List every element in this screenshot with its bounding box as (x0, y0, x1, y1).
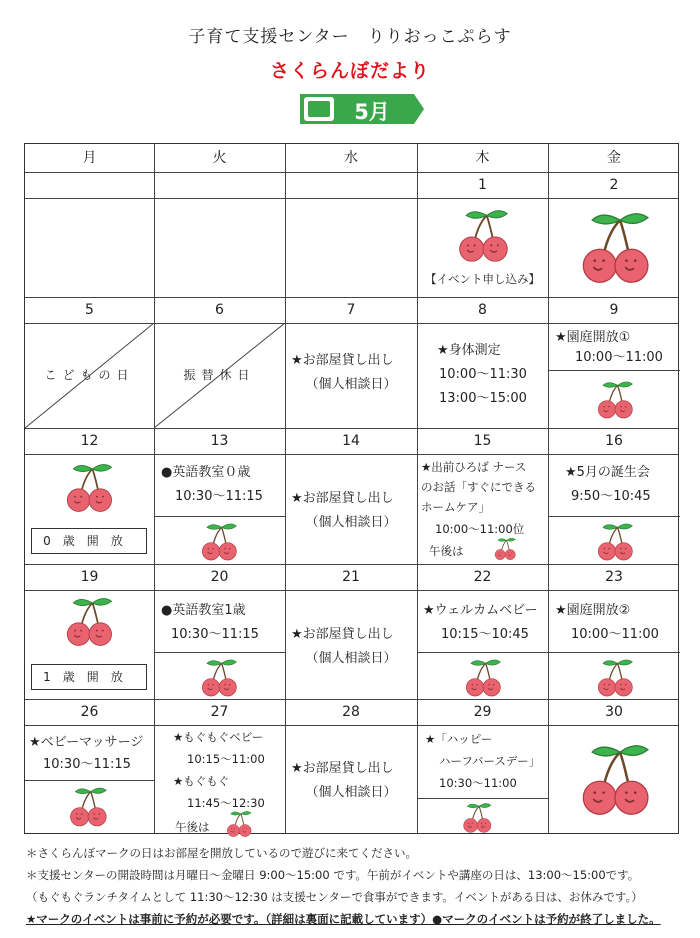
date-28: 28 (342, 704, 360, 720)
event-d15-line3: ホームケア」 (421, 500, 490, 514)
event-d21-title: ★お部屋貸し出し (291, 627, 394, 642)
note-line-2: ＊支援センターの開設時間は月曜日～金曜日 9:00～15:00 です。午前がイベントや講座の日は、13:00～15:00です。 (26, 868, 640, 882)
cherry-icon (461, 802, 493, 834)
cherry-icon (67, 786, 109, 828)
event-d7-sub: （個人相談日） (305, 377, 397, 392)
date-12: 12 (80, 433, 99, 449)
weekday-wed: 水 (344, 150, 358, 166)
event-d15-line1: ★出前ひろば ナース (421, 460, 527, 474)
date-8: 8 (478, 302, 487, 318)
date-16: 16 (605, 433, 623, 449)
date-7: 7 (346, 302, 356, 318)
cherry-icon (595, 380, 635, 420)
event-d1: 【イベント申し込み】 (425, 272, 540, 286)
note-line-1: ＊さくらんぼマークの日はお部屋を開放しているので遊びに来てください。 (26, 846, 417, 860)
cherry-icon (455, 208, 511, 264)
holiday-d6: 振替休日 (183, 368, 256, 382)
date-15: 15 (473, 433, 492, 449)
event-d27-line2: ★もぐもぐ (173, 774, 230, 788)
cherry-icon (577, 742, 653, 818)
cell-divider (548, 370, 680, 371)
weekday-tue: 火 (212, 150, 227, 166)
event-d16-time: 9:50～10:45 (571, 489, 651, 504)
event-d21-sub: （個人相談日） (305, 651, 397, 666)
cherry-icon (225, 810, 253, 838)
date-22: 22 (473, 569, 492, 585)
date-20: 20 (210, 569, 229, 585)
cherry-icon (63, 596, 115, 648)
col-divider (285, 144, 286, 833)
event-d28-sub: （個人相談日） (305, 785, 397, 800)
date-26: 26 (80, 704, 99, 720)
cherry-icon (493, 537, 517, 561)
event-d13-title: ●英語教室０歳 (161, 465, 251, 480)
cell-divider (154, 652, 285, 653)
holiday-d5: こどもの日 (44, 368, 135, 382)
event-d20-title: ●英語教室1歳 (161, 603, 246, 618)
date-30: 30 (605, 704, 623, 720)
weekday-fri: 金 (607, 150, 621, 166)
event-d26-time: 10:30～11:15 (43, 757, 131, 772)
calendar-grid (24, 143, 679, 834)
date-6: 6 (215, 302, 224, 318)
event-d14-title: ★お部屋貸し出し (291, 491, 394, 506)
weekday-thu: 木 (475, 150, 490, 166)
event-d27-time2: 11:45～12:30 (187, 796, 265, 810)
event-d8-time1: 10:00～11:30 (439, 367, 527, 382)
open-day-0-years: 0歳開放 (31, 528, 147, 554)
date-14: 14 (342, 433, 360, 449)
event-d9-title: ★園庭開放① (555, 330, 631, 345)
month-label: 5月 (354, 100, 390, 124)
date-19: 19 (80, 569, 99, 585)
event-d28-title: ★お部屋貸し出し (291, 761, 394, 776)
event-d23-title: ★園庭開放② (555, 603, 631, 618)
date-9: 9 (609, 302, 619, 318)
event-d23-time: 10:00～11:00 (571, 627, 659, 642)
date-23: 23 (605, 569, 623, 585)
cell-divider (548, 516, 680, 517)
cherry-icon (463, 658, 503, 698)
note-line-4: ★マークのイベントは事前に予約が必要です。（詳細は裏面に記載しています）●マークのイベントは予約が終了しました。 (26, 912, 661, 926)
col-divider (417, 144, 418, 833)
cherry-icon (595, 658, 635, 698)
date-21: 21 (342, 569, 360, 585)
event-d29-sub: ハーフバースデー」 (439, 754, 541, 768)
event-d8-title: ★身体測定 (437, 343, 501, 358)
event-d8-time2: 13:00～15:00 (439, 391, 527, 406)
event-d22-title: ★ウェルカムベビー (423, 603, 538, 618)
cell-divider (25, 780, 154, 781)
event-d7-title: ★お部屋貸し出し (291, 353, 394, 368)
note-line-3: （もぐもぐランチタイムとして 11:30～12:30 は支援センターで食事ができます。イベントがある日は、お休みです。） (26, 890, 643, 904)
newsletter-title: さくらんぼだより (269, 60, 430, 82)
event-d14-sub: （個人相談日） (305, 515, 397, 530)
weekday-mon: 月 (82, 150, 97, 166)
event-d15-line2: のお話「すぐにできる (421, 480, 536, 494)
event-d26-title: ★ベビーマッサージ (29, 735, 144, 750)
row-divider (25, 454, 678, 455)
cell-divider (548, 652, 680, 653)
cherry-icon (595, 522, 635, 562)
date-2: 2 (609, 177, 619, 193)
event-d16-title: ★5月の誕生会 (565, 465, 650, 480)
event-d29-title: ★「ハッピー (425, 732, 493, 746)
open-day-1-year: 1歳開放 (31, 664, 147, 690)
col-divider (548, 144, 549, 833)
cell-divider (417, 652, 548, 653)
event-d13-time: 10:30～11:15 (175, 489, 263, 504)
event-d15-afternoon: 午後は (429, 544, 464, 558)
row-divider (25, 725, 678, 726)
cherry-icon (63, 462, 115, 514)
date-13: 13 (210, 433, 229, 449)
event-d27-time1: 10:15～11:00 (187, 752, 265, 766)
event-d27-afternoon: 午後は (175, 820, 210, 834)
date-27: 27 (210, 704, 229, 720)
event-d29-time: 10:30～11:00 (439, 776, 517, 790)
date-29: 29 (473, 704, 492, 720)
col-divider (154, 144, 155, 833)
cherry-icon (577, 210, 653, 286)
cell-divider (417, 798, 548, 799)
cherry-icon (199, 658, 239, 698)
center-title: 子育て支援センター りりおっこぷらす (188, 27, 512, 47)
event-d20-time: 10:30～11:15 (171, 627, 259, 642)
date-5: 5 (85, 302, 94, 318)
cherry-icon (199, 522, 239, 562)
month-banner (300, 92, 424, 126)
event-d27-line1: ★もぐもぐベビー (173, 730, 264, 744)
event-d9-time: 10:00～11:00 (575, 350, 663, 365)
notes-section (26, 842, 686, 930)
row-divider (25, 590, 678, 591)
event-d22-time: 10:15～10:45 (441, 627, 529, 642)
row-divider (25, 198, 678, 199)
event-d15-time: 10:00～11:00位 (435, 522, 525, 536)
date-1: 1 (478, 177, 487, 193)
cell-divider (154, 516, 285, 517)
